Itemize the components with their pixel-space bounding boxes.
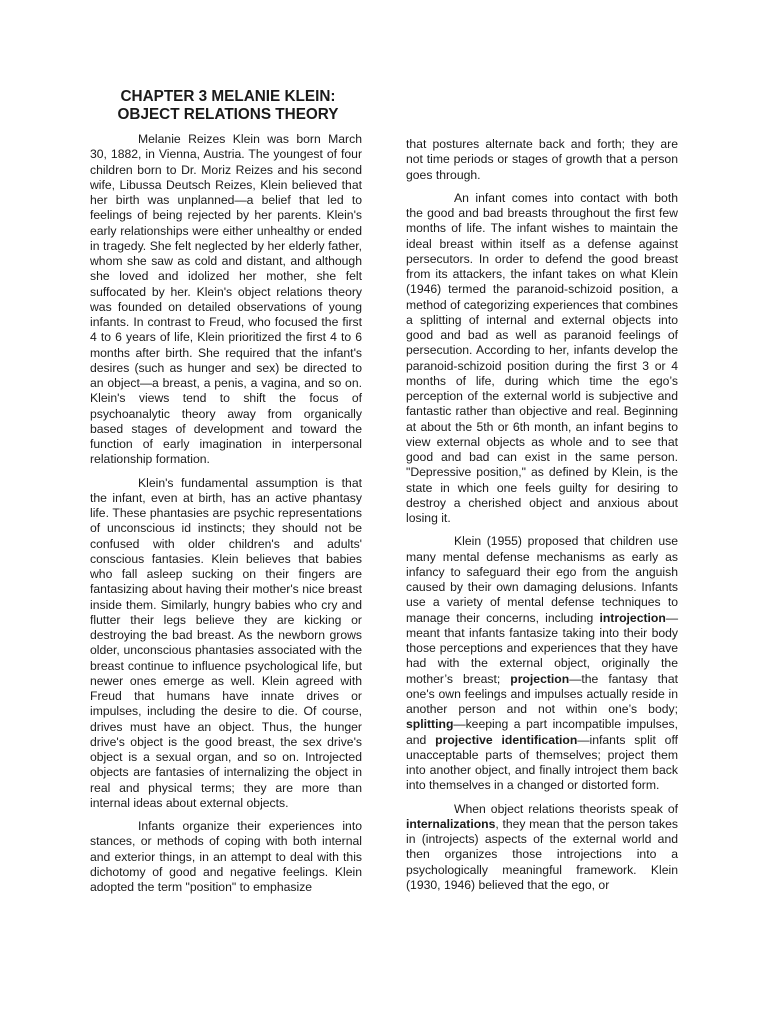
term-splitting: splitting bbox=[406, 717, 454, 732]
text-run: —keeping a part incompatible impulses, and bbox=[406, 717, 678, 747]
term-introjection: introjection bbox=[599, 610, 666, 625]
term-projective-identification: projective identification bbox=[435, 732, 578, 747]
text-run: , they mean that the person takes in (introjects) aspects of the external world and then organizes those introjections into a psychologically meaningful framework. Klein (1930, 1946) believed that the ego, or bbox=[406, 816, 678, 892]
left-column bbox=[90, 132, 362, 903]
term-projection: projection bbox=[510, 671, 570, 686]
paragraph-defense-mechanisms bbox=[406, 534, 678, 793]
paragraph-klein-biography: Melanie Reizes Klein was born March 30, 1882, in Vienna, Austria. The youngest of four children born to Dr. Moriz Reizes and his second wife, Libussa Deutsch Reizes, Klein believed that her birth was unplanned—a belief that led to feelings of being rejected by her parents. Klein's early relationships were either unhealthy or ended in tragedy. She felt neglected by her elderly father, whom she saw as cold and distant, and although she loved and idolized her mother, she felt suffocated by her. Klein's object relations theory was founded on detailed observations of young infants. In contrast to Freud, who focused the first 4 to 6 years of life, Klein prioritized the first 4 to 6 months after birth. She required that the infant's desires (such as hunger and sex) be directed to an object—a breast, a penis, a vagina, and so on. Klein's views tend to shift the focus of psychoanalytic theory away from organically based stages of development and toward the function of early imagination in interpersonal relationship formation. bbox=[90, 132, 362, 467]
paragraph-internalizations bbox=[406, 802, 678, 894]
title-line-1: CHAPTER 3 MELANIE KLEIN: bbox=[120, 88, 336, 105]
right-column bbox=[406, 137, 678, 901]
paragraph-phantasy-life: Klein's fundamental assumption is that the infant, even at birth, has an active phantasy life. These phantasies are psychic representations of unconscious id instincts; they should not be confused with older children's and adults' conscious fantasies. Klein believes that babies who fall asleep sucking on their fingers are fantasizing about having their mother's nice breast inside them. Similarly, hungry babies who cry and flutter their legs believe they are kicking or destroying the bad breast. As the newborn grows older, unconscious phantasies associated with the breast continue to influence psychological life, but newer ones emerge as well. Klein agreed with Freud that humans have innate drives or impulses, including the desire to die. Of course, drives must have an object. Thus, the hunger drive's object is the good breast, the sex drive's object is a sexual organ, and so on. Introjected objects are fantasies of internalizing the object in real and physical terms; they are more than internal ideas about external objects. bbox=[90, 475, 362, 810]
text-run: —meant that infants fantasize taking into their body those perceptions and experiences that they have had with the external object, originally the mother’s breast; bbox=[406, 610, 678, 686]
title-line-2: OBJECT RELATIONS THEORY bbox=[117, 106, 339, 123]
term-internalizations: internalizations bbox=[406, 816, 496, 831]
text-run: When object relations theorists speak of bbox=[454, 801, 678, 816]
paragraph-continuation: that postures alternate back and forth; they are not time periods or stages of growth that a person goes through. bbox=[406, 137, 678, 182]
page-title bbox=[88, 88, 368, 124]
text-run: —the fantasy that one's own feelings and impulses actually reside in another person and not within one’s body; bbox=[406, 671, 679, 716]
text-run: —infants split off unacceptable parts of themselves; project them into another object, and finally introject them back into themselves in a changed or distorted form. bbox=[406, 732, 678, 793]
text-run: Klein (1955) proposed that children use many mental defense mechanisms as early as infancy to safeguard their ego from the anguish caused by their own damaging delusions. Infants use a variety of mental defense techniques to manage their concerns, including bbox=[406, 534, 678, 625]
paragraph-paranoid-schizoid: An infant comes into contact with both the good and bad breasts throughout the first few months of life. The infant wishes to maintain the ideal breast within itself as a defense against persecutors. In order to defend the good breast from its attackers, the infant takes on what Klein (1946) termed the paranoid-schizoid position, a method of categorizing experiences that combines a splitting of internal and external objects into good and bad as well as paranoid feelings of persecution. According to her, infants develop the paranoid-schizoid position during the first 3 or 4 months of life, during which time the ego’s perception of the external world is subjective and fantastic rather than objective and real. Beginning at about the 5th or 6th month, an infant begins to view external objects as whole and to see that good and bad can exist in the same person. "Depressive position," as defined by Klein, is the state in which one feels guilty for desiring to destroy a cherished object and anxious about losing it. bbox=[406, 190, 678, 525]
paragraph-positions-intro: Infants organize their experiences into stances, or methods of coping with both internal and exterior things, in an attempt to deal with this dichotomy of good and negative feelings. Klein adopted the term "position" to emphasize bbox=[90, 819, 362, 894]
